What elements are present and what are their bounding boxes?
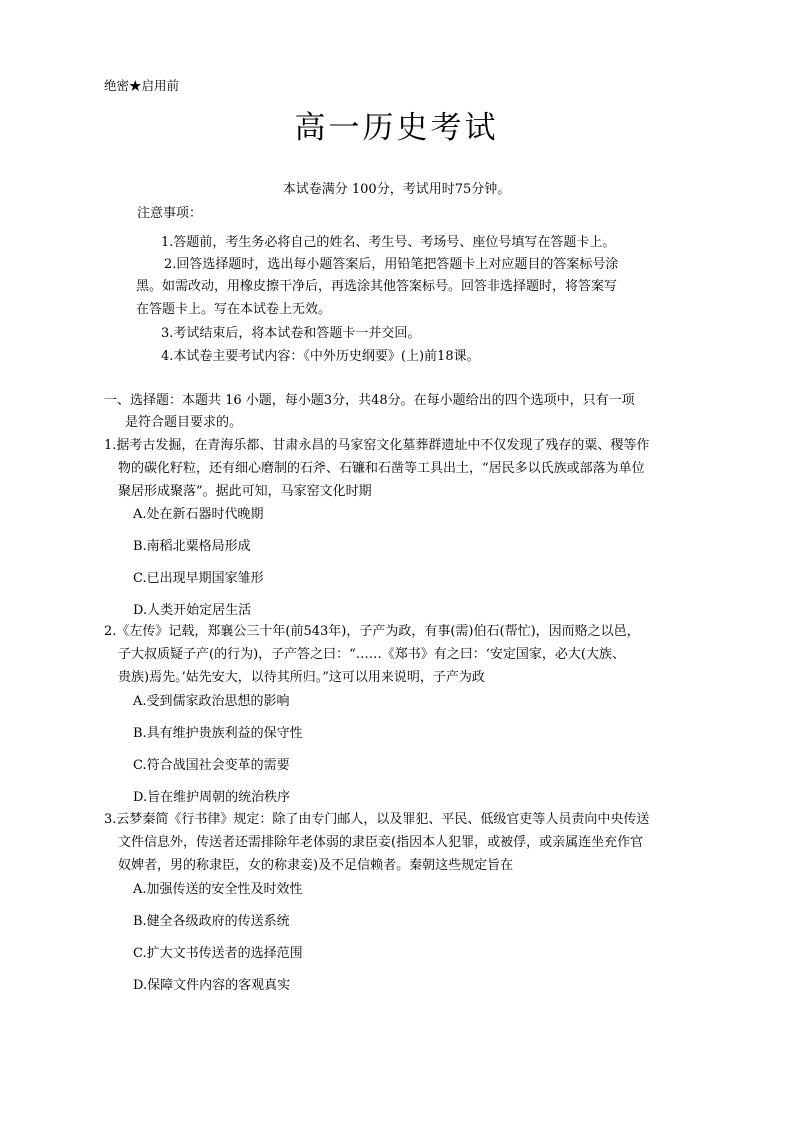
question-3-option-d: D.保障文件内容的客观真实: [133, 978, 291, 993]
question-2-option-d: D.旨在维护周朝的统治秩序: [133, 790, 291, 805]
question-2-line-3: 贵族)焉先。’姑先安大，以待其所归。”这可以用来说明，子产为政: [118, 670, 485, 685]
notice-item-3: 3.考试结束后，将本试卷和答题卡一并交回。: [161, 326, 421, 341]
question-1-option-a: A.处在新石器时代晚期: [133, 507, 264, 522]
notice-item-2-line-3: 在答题卡上。写在本试卷上无效。: [136, 302, 332, 317]
question-3-option-b: B.健全各级政府的传送系统: [133, 914, 290, 929]
question-2-option-c: C.符合战国社会变革的需要: [133, 758, 290, 773]
question-1-line-3: 聚居形成聚落”。据此可知，马家窑文化时期: [118, 484, 372, 499]
question-3-line-2: 文件信息外，传送者还需排除年老体弱的隶臣妾(指因本人犯罪，或被俘，或亲属连坐充作官: [118, 835, 644, 850]
exam-title: 高一历史考试: [294, 110, 499, 146]
question-1-option-c: C.已出现早期国家雏形: [133, 571, 264, 586]
section-1-heading: 一、选择题：本题共 16 小题，每小题3分，共48分。在每小题给出的四个选项中，只有一项: [104, 393, 635, 408]
question-1-line-1: 1.据考古发掘，在青海乐都、甘肃永昌的马家窑文化墓葬群遗址中不仅发现了残存的粟、稷等作: [104, 438, 650, 453]
question-2-option-a: A.受到儒家政治思想的影响: [133, 694, 290, 709]
notice-heading: 注意事项：: [137, 206, 203, 221]
question-3-option-a: A.加强传送的安全性及时效性: [133, 882, 303, 897]
notice-item-2-line-1: 2.回答选择题时，选出每小题答案后，用铅笔把答题卡上对应题目的答案标号涂: [164, 257, 619, 272]
question-2-line-1: 2.《左传》记载，郑襄公三十年(前543年)，子产为政，有事(需)伯石(帮忙)，因而赂之以邑，: [104, 624, 640, 639]
question-1-option-d: D.人类开始定居生活: [133, 603, 252, 618]
question-2-line-2: 子大叔质疑子产(的行为)，子产答之曰：“……《郑书》有之曰：‘安定国家，必大(大族、: [118, 647, 625, 662]
question-1-line-2: 物的碳化籽粒，还有细心磨制的石斧、石镰和石凿等工具出土，“居民多以氏族或部落为单位: [118, 461, 645, 476]
notice-item-1: 1.答题前，考生务必将自己的姓名、考生号、考场号、座位号填写在答题卡上。: [161, 235, 616, 250]
question-3-option-c: C.扩大文书传送者的选择范围: [133, 946, 303, 961]
question-3-line-1: 3.云梦秦简《行书律》规定：除了由专门邮人，以及罪犯、平民、低级官吏等人员责向中央传送: [104, 812, 650, 827]
notice-item-4: 4.本试卷主要考试内容：《中外历史纲要》(上)前18课。: [161, 349, 480, 364]
exam-subtitle: 本试卷满分 100分，考试用时75分钟。: [282, 182, 511, 197]
question-3-line-3: 奴婢者，男的称隶臣，女的称隶妾)及不足信赖者。秦朝这些规定旨在: [118, 858, 514, 873]
section-1-heading-cont: 是符合题目要求的。: [125, 415, 243, 430]
notice-item-2-line-2: 黑。如需改动，用橡皮擦干净后，再选涂其他答案标号。回答非选择题时，将答案写: [136, 279, 618, 294]
question-2-option-b: B.具有维护贵族利益的保守性: [133, 726, 303, 741]
question-1-option-b: B.南稻北粟格局形成: [133, 539, 251, 554]
confidential-label: 绝密★启用前: [104, 78, 180, 93]
